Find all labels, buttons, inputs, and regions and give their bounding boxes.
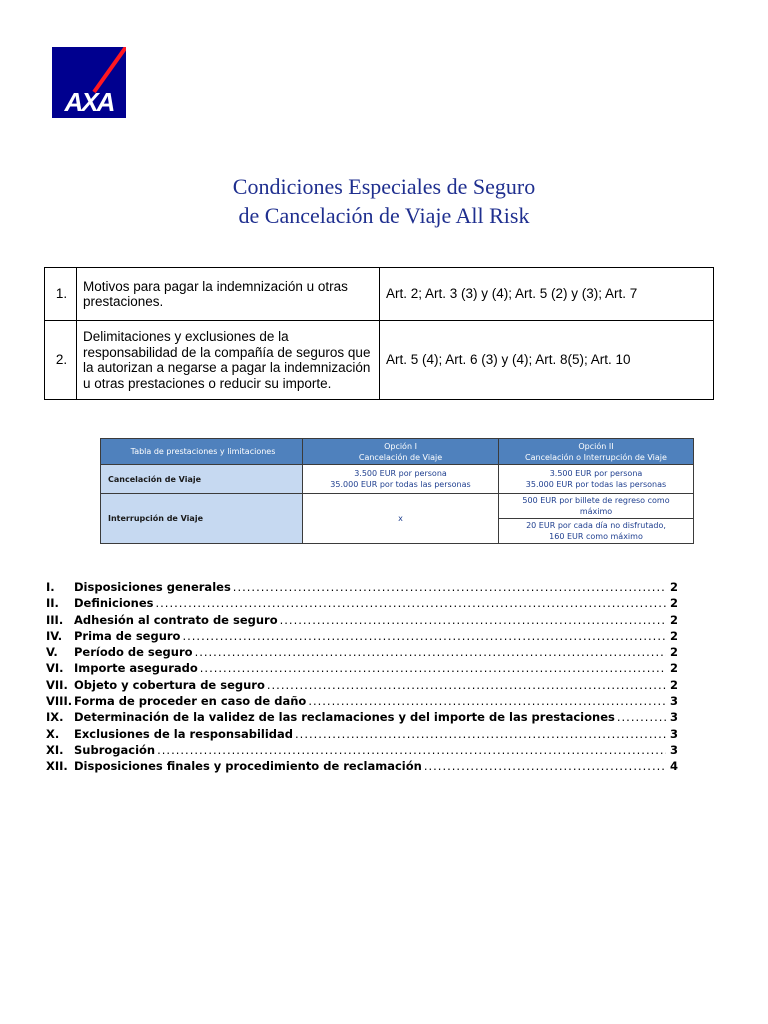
articles-table bbox=[44, 267, 714, 400]
toc-leader-dots bbox=[233, 579, 666, 595]
toc-entry-label: Objeto y cobertura de seguro bbox=[74, 677, 265, 692]
axa-logo-icon bbox=[52, 47, 126, 118]
document-title bbox=[0, 172, 768, 230]
toc-leader-dots bbox=[182, 628, 666, 644]
cancel-opt1-line1: 3.500 EUR por persona bbox=[354, 469, 447, 478]
axa-logo bbox=[52, 47, 126, 118]
toc-entry[interactable] bbox=[46, 742, 678, 758]
toc-entry-page: 2 bbox=[669, 628, 678, 643]
toc-entry[interactable] bbox=[46, 726, 678, 742]
benefits-header-label: Tabla de prestaciones y limitaciones bbox=[101, 439, 303, 465]
toc-entry-page: 3 bbox=[669, 710, 678, 725]
toc-leader-dots bbox=[617, 709, 666, 725]
article-reference: Art. 2; Art. 3 (3) y (4); Art. 5 (2) y (3); Art. 7 bbox=[380, 268, 714, 321]
toc-entry-page: 2 bbox=[669, 677, 678, 692]
toc-entry-label: Importe asegurado bbox=[74, 661, 198, 676]
row-label-interrupt: Interrupción de Viaje bbox=[101, 494, 303, 544]
toc-entry-number: II. bbox=[46, 596, 59, 611]
toc-leader-dots bbox=[308, 693, 666, 709]
toc-entry-label: Definiciones bbox=[74, 596, 154, 611]
toc-entry-page: 3 bbox=[669, 726, 678, 741]
toc-entry-number: III. bbox=[46, 612, 64, 627]
toc-entry-number: X. bbox=[46, 726, 60, 741]
toc-entry-label: Adhesión al contrato de seguro bbox=[74, 612, 278, 627]
article-description: Delimitaciones y exclusiones de la responsabilidad de la compañía de seguros que la autorizan a negarse a pagar la indemnización u otras prestaciones o reducir su importe. bbox=[77, 321, 380, 400]
benefits-table bbox=[100, 438, 694, 544]
svg-text:AXA: AXA bbox=[64, 87, 114, 117]
toc-leader-dots bbox=[157, 742, 666, 758]
interrupt-option-1-value: x bbox=[303, 494, 499, 544]
toc-entry-page: 2 bbox=[669, 580, 678, 594]
article-description: Motivos para pagar la indemnización u otras prestaciones. bbox=[77, 268, 380, 321]
toc-entry[interactable] bbox=[46, 595, 678, 611]
cancel-opt1-line2: 35.000 EUR por todas las personas bbox=[330, 480, 471, 489]
option-1-subtitle: Cancelación de Viaje bbox=[358, 452, 443, 462]
toc-entry[interactable] bbox=[46, 677, 678, 693]
toc-leader-dots bbox=[280, 612, 666, 628]
benefits-row-interrupt-a bbox=[101, 494, 694, 519]
toc-entry-number: V. bbox=[46, 645, 58, 660]
row-label-cancel: Cancelación de Viaje bbox=[101, 465, 303, 494]
toc-entry[interactable] bbox=[46, 709, 678, 725]
toc-entry-label: Disposiciones finales y procedimiento de reclamación bbox=[74, 759, 422, 774]
toc-leader-dots bbox=[156, 595, 667, 611]
toc-entry-number: VII. bbox=[46, 677, 68, 692]
benefits-row-cancel bbox=[101, 465, 694, 494]
toc-entry-page: 2 bbox=[669, 596, 678, 611]
title-line-2: de Cancelación de Viaje All Risk bbox=[238, 203, 530, 228]
option-2-subtitle: Cancelación o Interrupción de Viaje bbox=[525, 452, 667, 462]
interrupt-opt2a-line1: 500 EUR por billete de regreso como bbox=[522, 496, 670, 505]
title-line-1: Condiciones Especiales de Seguro bbox=[232, 174, 536, 199]
toc-entry-label: Disposiciones generales bbox=[74, 580, 231, 594]
toc-leader-dots bbox=[195, 644, 666, 660]
toc-entry-label: Forma de proceder en caso de daño bbox=[74, 694, 307, 709]
interrupt-option-2-return-ticket bbox=[499, 494, 694, 519]
toc-entry-number: VIII. bbox=[46, 694, 73, 709]
interrupt-option-2-per-day bbox=[499, 519, 694, 544]
toc-entry-number: I. bbox=[46, 580, 55, 594]
toc-entry-label: Prima de seguro bbox=[74, 628, 181, 643]
toc-entry[interactable] bbox=[46, 612, 678, 628]
toc-entry-page: 4 bbox=[669, 759, 678, 774]
interrupt-opt2a-line2: máximo bbox=[579, 507, 613, 516]
article-reference: Art. 5 (4); Art. 6 (3) y (4); Art. 8(5); Art. 10 bbox=[380, 321, 714, 400]
article-number: 2. bbox=[45, 321, 77, 400]
toc-entry-page: 3 bbox=[669, 694, 678, 709]
cancel-opt2-line2: 35.000 EUR por todas las personas bbox=[525, 480, 667, 489]
toc-leader-dots bbox=[424, 758, 666, 774]
interrupt-opt2b-line2: 160 EUR como máximo bbox=[549, 532, 643, 541]
articles-row bbox=[45, 321, 714, 400]
toc-entry[interactable] bbox=[46, 758, 678, 774]
interrupt-opt2b-line1: 20 EUR por cada día no disfrutado, bbox=[526, 521, 666, 530]
toc-entry[interactable] bbox=[46, 693, 678, 709]
cancel-option-1-value bbox=[303, 465, 499, 494]
toc-leader-dots bbox=[267, 677, 666, 693]
toc-leader-dots bbox=[200, 660, 666, 676]
toc-entry-label: Determinación de la validez de las reclamaciones y del importe de las prestaciones bbox=[74, 710, 615, 725]
toc-entry-label: Exclusiones de la responsabilidad bbox=[74, 726, 294, 741]
cancel-option-2-value bbox=[499, 465, 694, 494]
article-number: 1. bbox=[45, 268, 77, 321]
option-2-title: Opción II bbox=[578, 441, 614, 451]
table-of-contents bbox=[46, 579, 678, 775]
option-1-header bbox=[303, 439, 499, 465]
toc-entry[interactable] bbox=[46, 660, 678, 676]
option-2-header bbox=[499, 439, 694, 465]
toc-entry-page: 3 bbox=[669, 742, 678, 757]
toc-entry-label: Período de seguro bbox=[74, 645, 193, 660]
toc-entry-page: 2 bbox=[669, 661, 678, 676]
toc-entry[interactable] bbox=[46, 644, 678, 660]
toc-entry[interactable] bbox=[46, 628, 678, 644]
cancel-opt2-line1: 3.500 EUR por persona bbox=[549, 469, 643, 478]
toc-entry-number: VI. bbox=[46, 661, 64, 676]
benefits-header-row bbox=[101, 439, 694, 465]
option-1-title: Opción I bbox=[384, 441, 417, 451]
toc-entry[interactable] bbox=[46, 579, 678, 595]
toc-entry-page: 2 bbox=[669, 612, 678, 627]
toc-entry-number: XII. bbox=[46, 759, 68, 774]
toc-entry-number: IX. bbox=[46, 710, 64, 725]
toc-entry-page: 2 bbox=[669, 645, 678, 660]
toc-leader-dots bbox=[295, 726, 666, 742]
toc-entry-number: XI. bbox=[46, 742, 64, 757]
articles-row bbox=[45, 268, 714, 321]
toc-entry-number: IV. bbox=[46, 628, 63, 643]
toc-entry-label: Subrogación bbox=[74, 742, 156, 757]
